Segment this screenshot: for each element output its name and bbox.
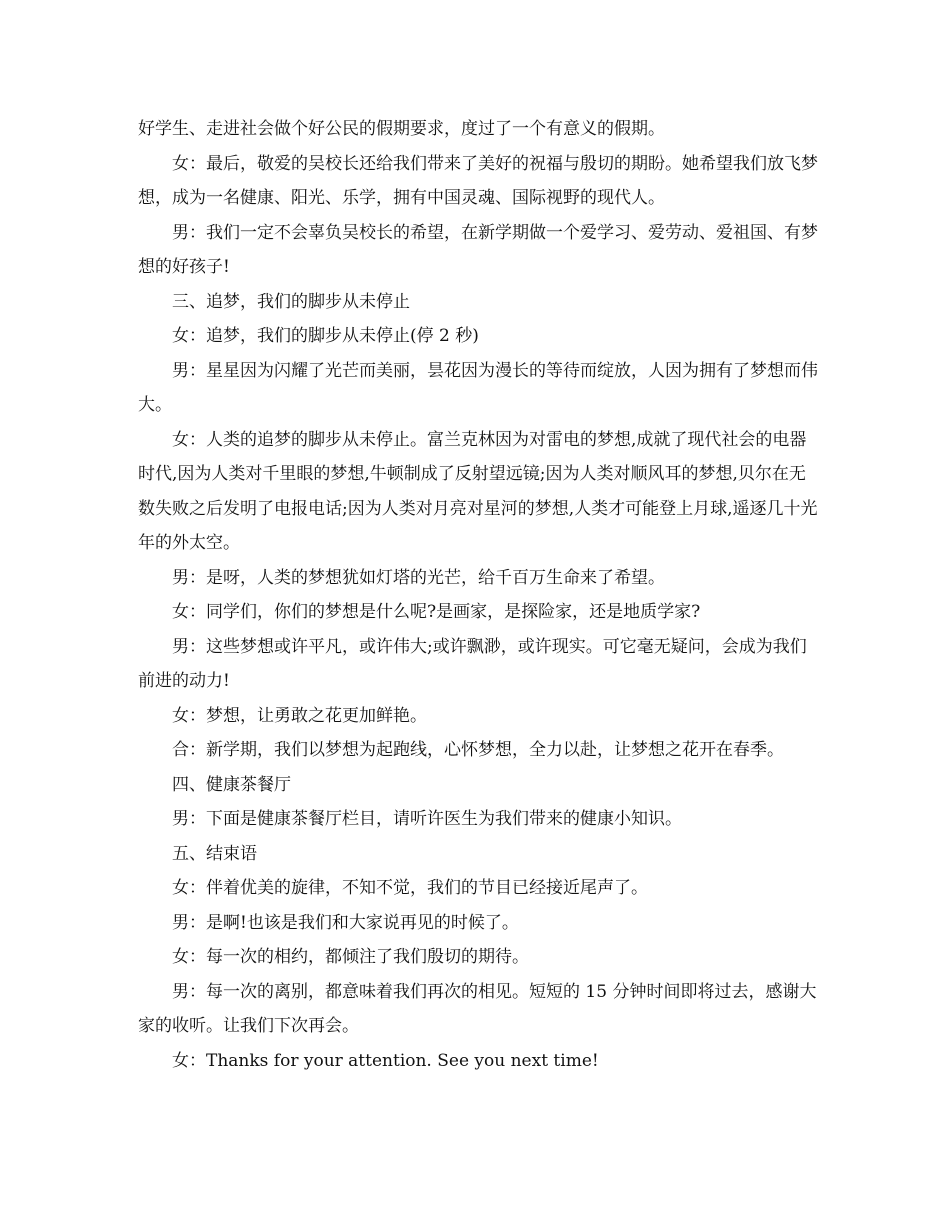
paragraph: 女：伴着优美的旋律，不知不觉，我们的节目已经接近尾声了。 xyxy=(172,878,648,898)
paragraph: 女：最后，敬爱的吴校长还给我们带来了美好的祝福与殷切的期盼。她希望我们放飞梦想，成为一名健康、阳光、乐学，拥有中国灵魂、国际视野的现代人。 xyxy=(138,153,818,208)
paragraph: 男：星星因为闪耀了光芒而美丽，昙花因为漫长的等待而绽放，人因为拥有了梦想而伟大。 xyxy=(138,360,818,415)
paragraph: 男：是啊!也该是我们和大家说再见的时候了。 xyxy=(172,912,519,933)
paragraph: 女：追梦，我们的脚步从未停止(停 2 秒) xyxy=(172,326,479,346)
paragraph: 女：人类的追梦的脚步从未停止。富兰克林因为对雷电的梦想,成就了现代社会的电器时代,因为人类对千里眼的梦想,牛顿制成了反射望远镜;因为人类对顺风耳的梦想,贝尔在无数失败之后发明了电报电话;因为人类对月亮对星河的梦想,人类才可能登上月球,遥逐几十光年的外太空。 xyxy=(138,429,818,553)
paragraph: 男：我们一定不会辜负吴校长的希望，在新学期做一个爱学习、爱劳动、爱祖国、有梦想的好孩子! xyxy=(138,222,818,277)
paragraph: 三、追梦，我们的脚步从未停止 xyxy=(172,291,410,312)
paragraph: 女：Thanks for your attention. See you next time! xyxy=(172,1050,599,1071)
paragraph: 女：每一次的相约，都倾注了我们殷切的期待。 xyxy=(172,947,529,967)
paragraph: 男：这些梦想或许平凡，或许伟大;或许飘渺，或许现实。可它毫无疑问，会成为我们前进的动力! xyxy=(138,636,807,691)
paragraph: 好学生、走进社会做个好公民的假期要求，度过了一个有意义的假期。 xyxy=(138,119,665,139)
paragraph: 合：新学期，我们以梦想为起跑线，心怀梦想，全力以赴，让梦想之花开在春季。 xyxy=(172,740,784,760)
document-body xyxy=(138,112,818,1078)
paragraph: 男：下面是健康茶餐厅栏目，请听许医生为我们带来的健康小知识。 xyxy=(172,809,682,829)
paragraph: 男：是呀，人类的梦想犹如灯塔的光芒，给千百万生命来了希望。 xyxy=(172,567,665,588)
paragraph: 女：同学们，你们的梦想是什么呢?是画家，是探险家，还是地质学家? xyxy=(172,602,701,622)
paragraph: 五、结束语 xyxy=(172,843,257,864)
paragraph: 男：每一次的离别，都意味着我们再次的相见。短短的 15 分钟时间即将过去，感谢大家的收听。让我们下次再会。 xyxy=(138,981,817,1036)
paragraph: 女：梦想，让勇敢之花更加鲜艳。 xyxy=(172,705,427,726)
paragraph: 四、健康茶餐厅 xyxy=(172,774,291,795)
